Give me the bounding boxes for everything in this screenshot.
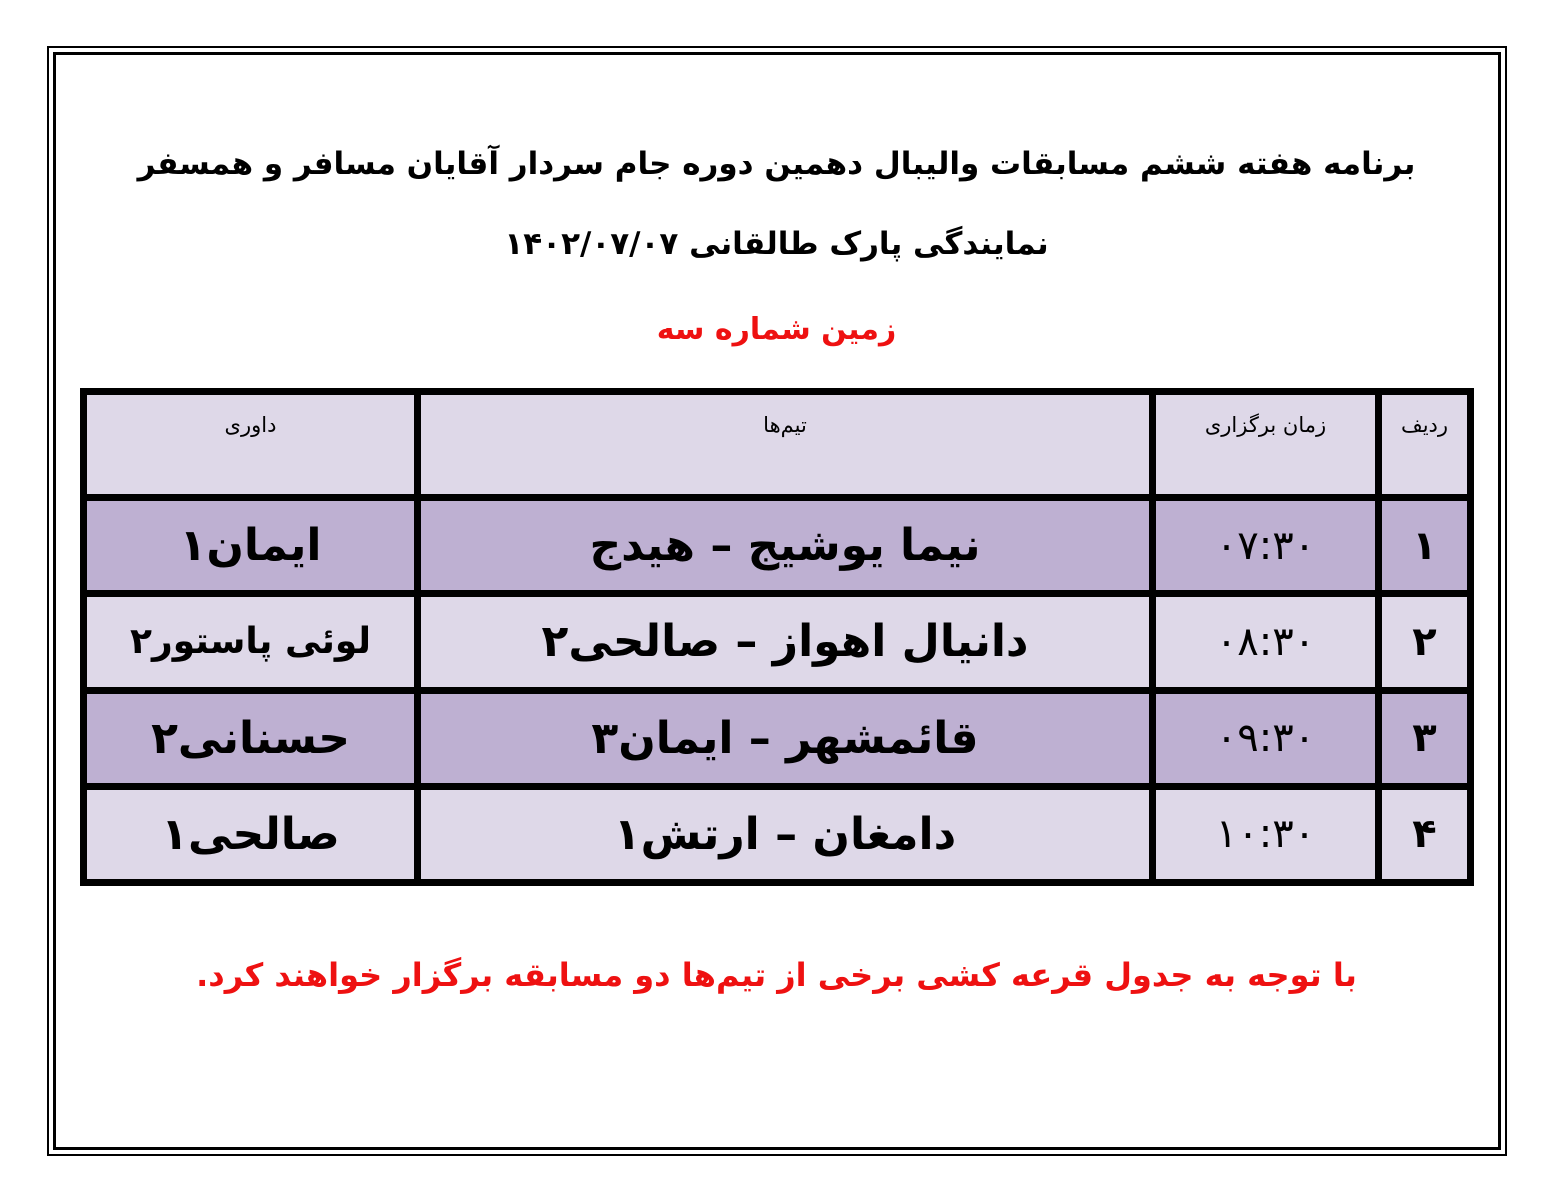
teams-cell: نیما یوشیج – هیدج	[418, 498, 1153, 594]
row-number-cell: ۲	[1379, 594, 1471, 690]
referee-cell: ایمان۱	[84, 498, 418, 594]
table-row	[84, 690, 1471, 786]
row-number-cell: ۳	[1379, 690, 1471, 786]
header-referee: داوری	[84, 392, 418, 498]
referee-cell: لوئی پاستور۲	[84, 594, 418, 690]
table-row	[84, 594, 1471, 690]
document-title-line-2: نمایندگی پارک طالقانی ۱۴۰۲/۰۷/۰۷	[504, 226, 1049, 262]
teams-cell: دانیال اهواز – صالحی۲	[418, 594, 1153, 690]
referee-cell: صالحی۱	[84, 786, 418, 882]
header-time: زمان برگزاری	[1153, 392, 1379, 498]
header-row-number: ردیف	[1379, 392, 1471, 498]
table-header-row	[84, 392, 1471, 498]
time-cell: ۰۸:۳۰	[1153, 594, 1379, 690]
teams-cell: قائمشهر – ایمان۳	[418, 690, 1153, 786]
court-subtitle: زمین شماره سه	[656, 312, 897, 347]
header-teams: تیم‌ها	[418, 392, 1153, 498]
match-schedule-table	[80, 388, 1474, 886]
time-cell: ۰۷:۳۰	[1153, 498, 1379, 594]
time-cell: ۰۹:۳۰	[1153, 690, 1379, 786]
table-row	[84, 786, 1471, 882]
row-number-cell: ۴	[1379, 786, 1471, 882]
time-cell: ۱۰:۳۰	[1153, 786, 1379, 882]
referee-cell: حسنانی۲	[84, 690, 418, 786]
draw-note: با توجه به جدول قرعه کشی برخی از تیم‌ها دو مسابقه برگزار خواهند کرد.	[196, 956, 1357, 994]
teams-cell: دامغان – ارتش۱	[418, 786, 1153, 882]
row-number-cell: ۱	[1379, 498, 1471, 594]
table-row	[84, 498, 1471, 594]
document-title-line-1: برنامه هفته ششم مسابقات والیبال دهمین دوره جام سردار آقایان مسافر و همسفر	[137, 146, 1416, 182]
